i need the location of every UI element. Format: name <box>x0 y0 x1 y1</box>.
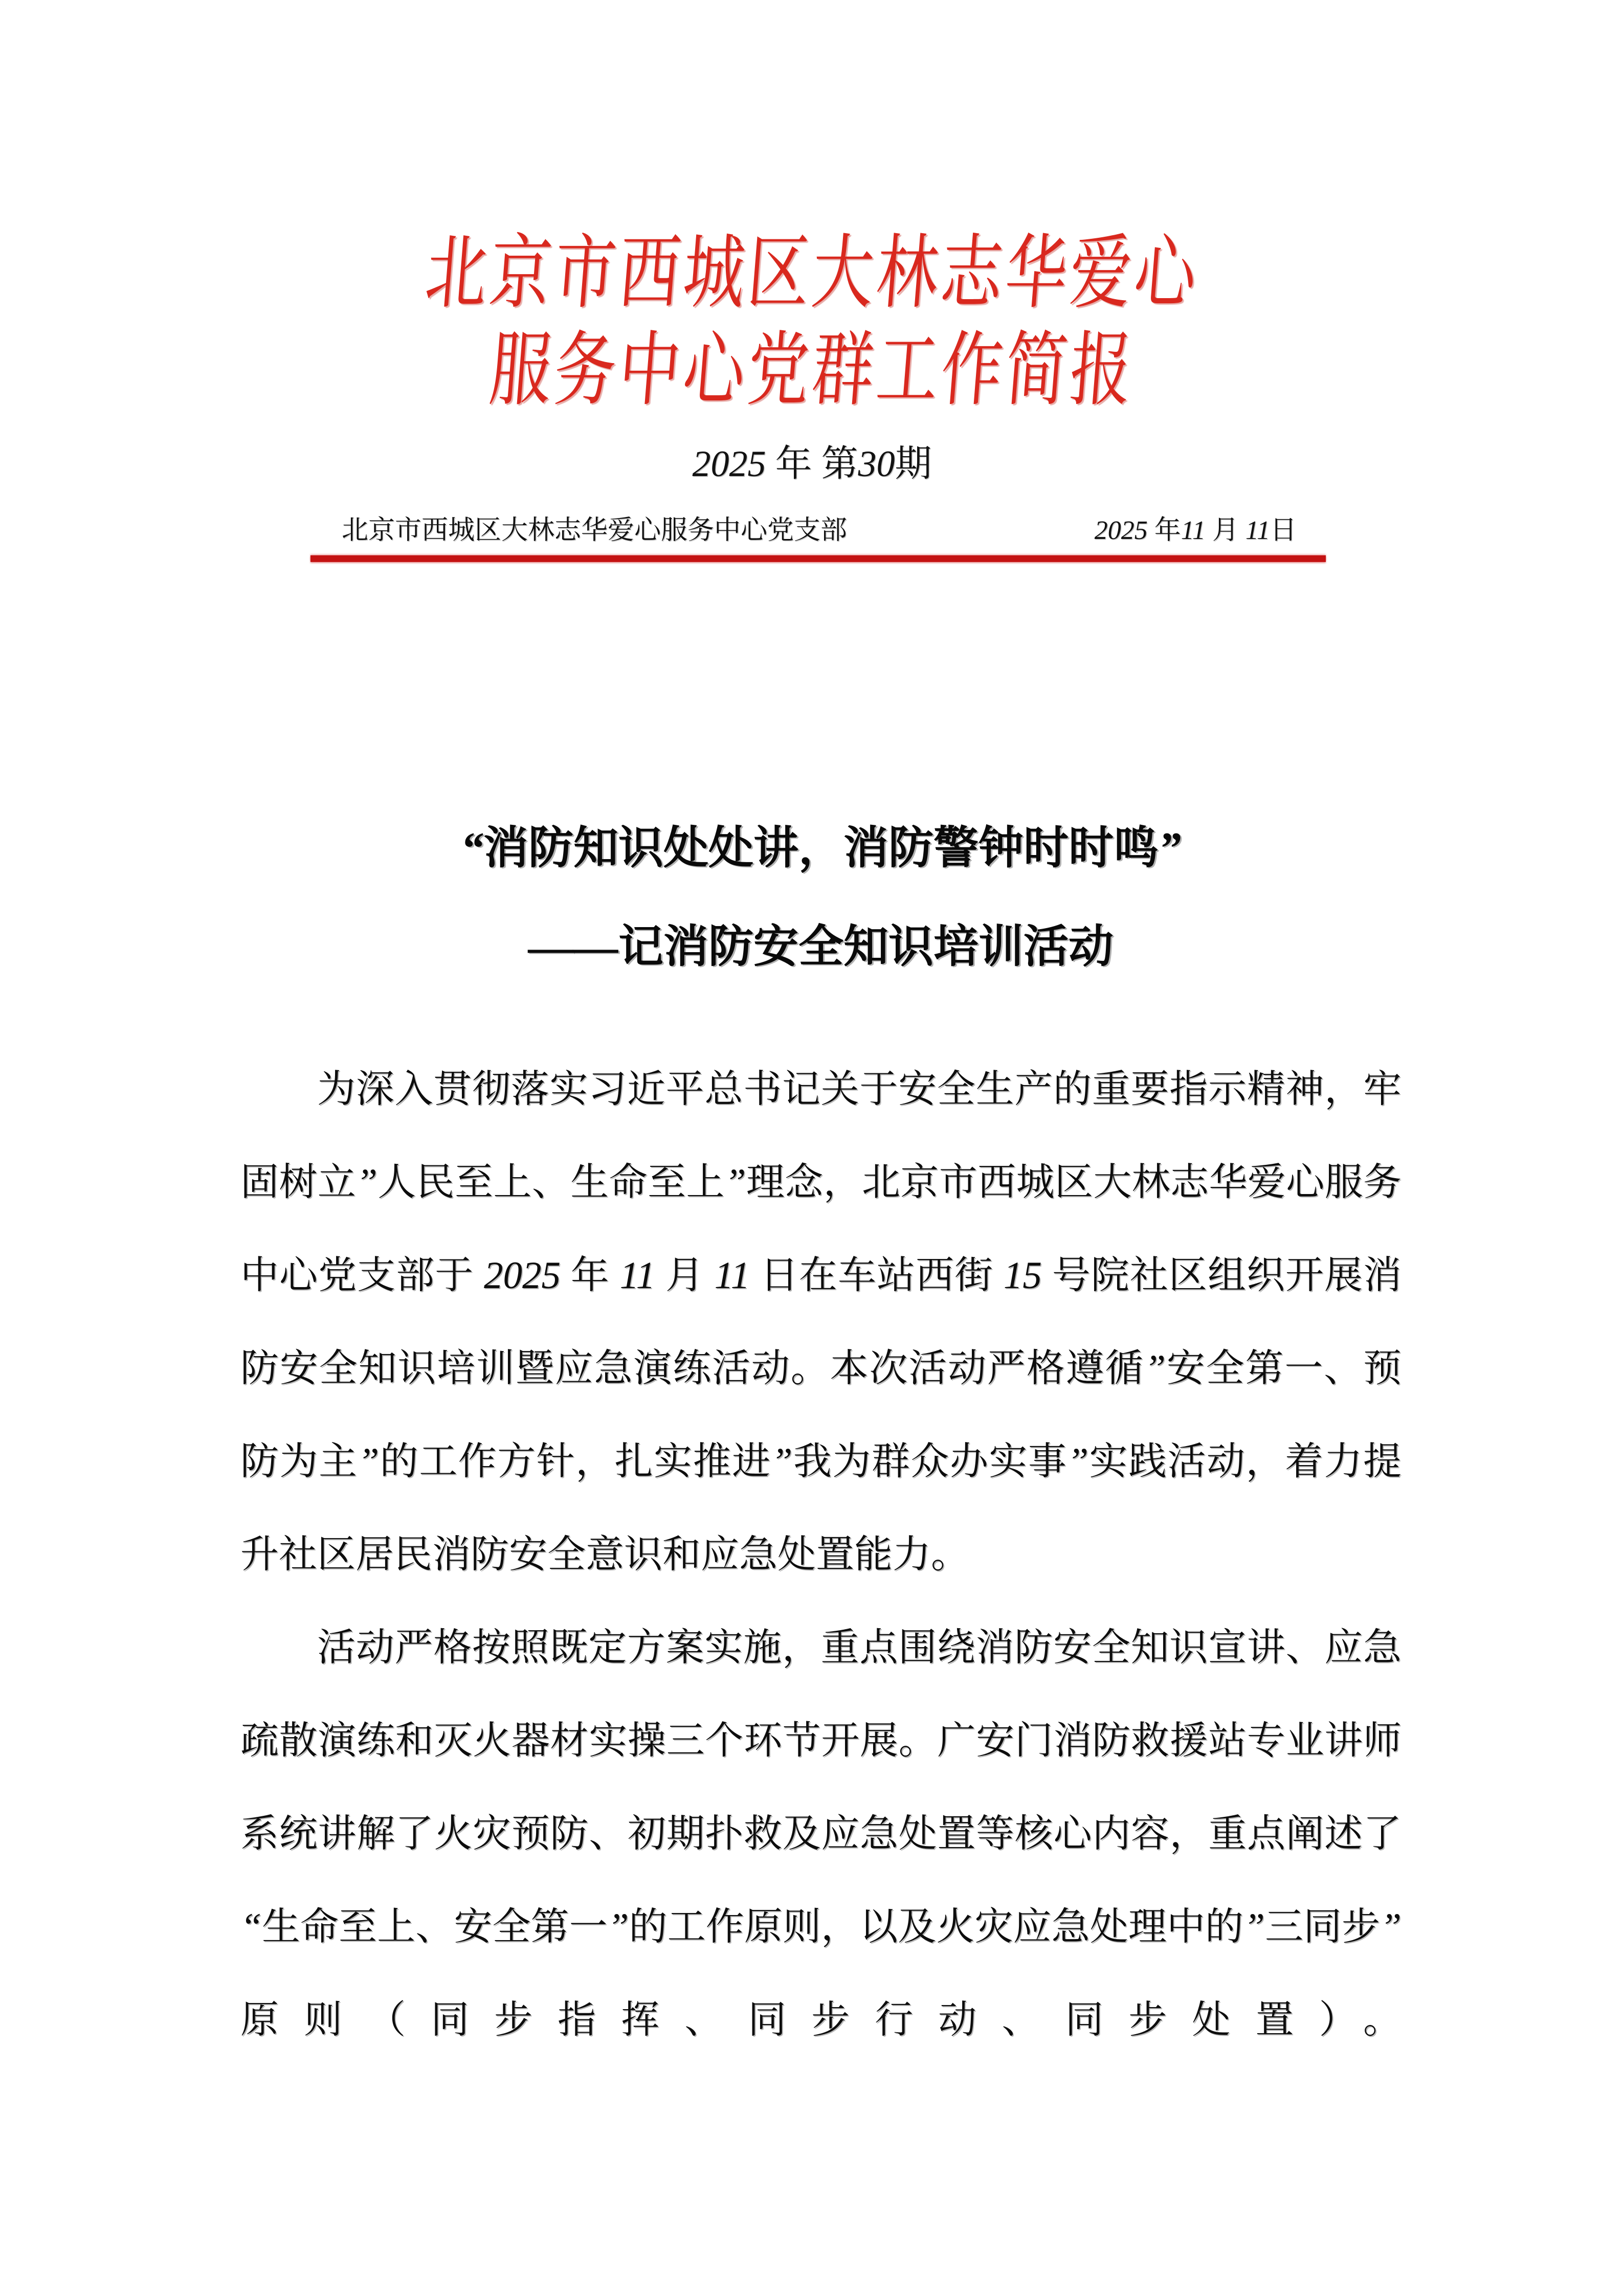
newsletter-title-line1: 北京市西城区大林志华爱心 <box>421 228 1203 319</box>
article-headline: “消防知识处处讲，消防警钟时时鸣” <box>460 824 1181 873</box>
newsletter-title-line2: 服务中心党群工作简报 <box>486 325 1138 416</box>
article-subheadline: ——记消防安全知识培训活动 <box>528 922 1114 972</box>
issue-line: 2025 年 第30期 <box>692 443 932 484</box>
article-paragraph: 为深入贯彻落实习近平总书记关于安全生产的重要指示精神，牢固树立”人民至上、生命至上”理念，北京市西城区大林志华爱心服务中心党支部于 2025 年 11 月 11 日在车站西街 15 号院社区组织开展消防安全知识培训暨应急演练活动。本次活动严格遵循”安全第一、预防为主”的工作方针，扎实推进”我为群众办实事”实践活动，着力提升社区居民消防安全意识和应急处置能力。 <box>240 1068 1401 1576</box>
masthead-date: 2025 年11 月 11日 <box>1094 516 1297 545</box>
masthead <box>342 512 1297 549</box>
article-body <box>240 1043 1401 2067</box>
article-paragraph: 活动严格按照既定方案实施，重点围绕消防安全知识宣讲、应急疏散演练和灭火器材实操三个环节开展。广安门消防救援站专业讲师系统讲解了火灾预防、初期扑救及应急处置等核心内容，重点阐述了“生命至上、安全第一”的工作原则，以及火灾应急处理中的”三同步”原则（同步指挥、同步行动、同步处置）。 <box>240 1627 1401 2041</box>
masthead-organization: 北京市西城区大林志华爱心服务中心党支部 <box>342 516 848 545</box>
newsletter-title <box>0 225 1624 419</box>
divider-rule <box>310 555 1326 562</box>
